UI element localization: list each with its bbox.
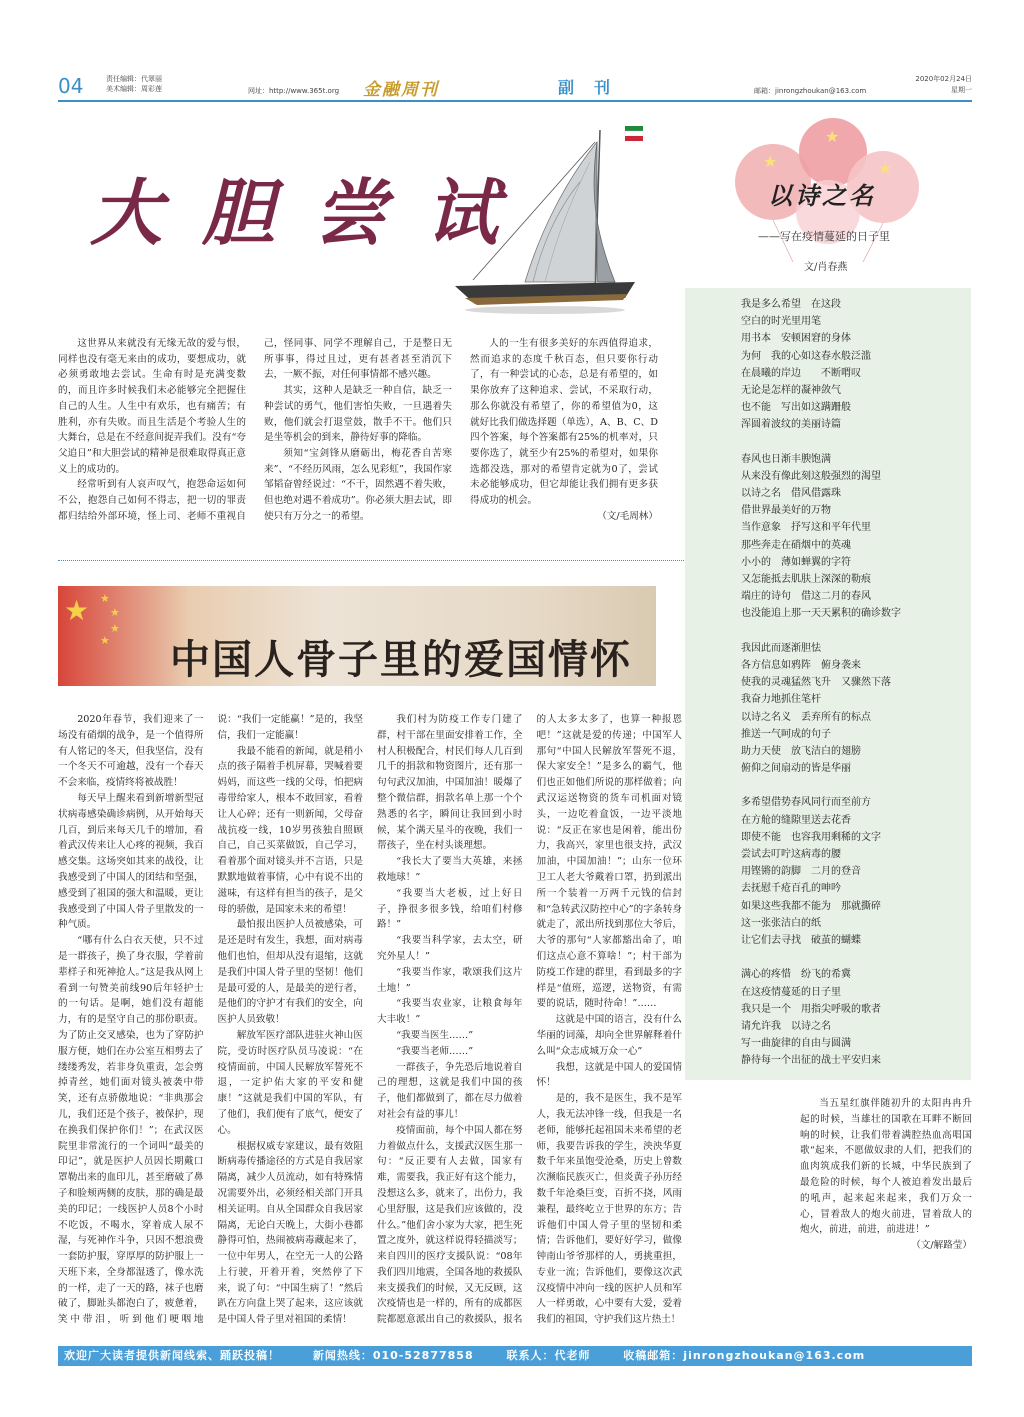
article2-paragraph: 疫情面前，每个中国人都在努力着做点什么，支援武汉医生那一句：“反正要有人去做，国家有难，需要我，我正好有这个能力，没想这么多，就来了，出份力，我心里舒服，这是我们应该做的，没什么。”他们舍小家为大家，把生死置之度外，就这样说得轻描淡写；来自四川的医疗支援队说：“08年我们四川地震，全国各地的救援队来支援我们的时候，又无反顾，这次疫情也是一样的，所有的成都医院都愿意派出自己的救援队，报名的人太多太多了，也算一种报恩吧！”这就是爱的传递；中国军人那句“中国人民解放军誓死不退，保大家安全！”是多么的霸气，他们也正如他们所说的那样做着；向武汉运送物资的货车司机面对镜头，一边吃着盒饭，一边平淡地说：“反正在家也是闲着，能出份力，我高兴，家里也很支持，武汉加油，中国加油！”；山东一位环卫工人老大爷戴着口罩，扔到派出所一个装着一万两千元钱的信封和“急转武汉防控中心”的字条转身就走了，派出所找到那位大爷后，大爷的那句“人家都豁出命了，咱们这点心意不算啥！”；村干部为防疫工作建的群里，看到最多的字样是“值班，巡逻，送物资，有需要的说话，随时待命！”…… (377, 714, 682, 1326)
footer-contact: 联系人：代老师 (506, 1349, 591, 1362)
sailboat-illustration (445, 122, 645, 322)
article1-body (58, 336, 658, 536)
poem-line: 各方信息如鸦阵 俯身袭来 (741, 659, 861, 671)
page-header (58, 72, 972, 102)
poem-line: 让它们去寻找 破茧的蝴蝶 (741, 934, 861, 946)
poem-title: 以诗之名 (768, 181, 876, 210)
header-email[interactable]: 邮箱：jinrongzhoukan@163.com (754, 87, 867, 95)
article2-paragraph: 2020年春节，我们迎来了一场没有硝烟的战争，是一个值得所有人铭记的冬天，但我坚信，没有一个冬天不可逾越，没有一个春天不会来临，疫情终将被战胜！ (58, 714, 204, 789)
article2-title: 中国人骨子里的爱国情怀 (170, 637, 632, 683)
article2-paragraph: 解放军医疗部队进驻火神山医院，受访时医疗队员马凌说：“在疫情面前，中国人民解放军誓死不退，一定护佑大家的平安和健康！”这就是我们中国的军队，有了他们，我们便有了底气，便安了心。 (217, 1029, 363, 1136)
article2-paragraph: 每天早上醒来看到新增新型冠状病毒感染确诊病例，从开始每天几百，到后来每天几千的增加，看着武汉传来让人心疼的视频，我百感交集。这场突如其来的战役，让我感受到了中国人的团结和坚强，感受到了祖国的强大和温暖，更让我感受到了中国人骨子里散发的一种气质。 (58, 792, 204, 931)
poem-line: 无论是怎样的凝神敛气 (741, 384, 841, 396)
article2-paragraph: 当五星红旗伴随初升的太阳冉冉升起的时候，当雄壮的国歌在耳畔不断回响的时候，让我们带着满腔热血高唱国歌“起来，不愿做奴隶的人们，把我们的血肉筑成我们新的长城，中华民族到了最危险的时候，每个人被迫着发出最后的吼声，起来起来起来，我们万众一心，冒着敌人的炮火前进，冒着敌人的炮火，前进，前进，前进进！” (800, 1098, 972, 1236)
poem-line: 借世界最美好的万物 (741, 505, 831, 517)
poem-line: 在晨曦的岸边 不断喟叹 (741, 367, 861, 379)
poem-line: 去抚慰千疮百孔的呻吟 (741, 883, 841, 895)
editor-line: 责任编辑：代翠丽 (106, 75, 162, 83)
poem-line: 多希望借势春风同行而至前方 (741, 797, 871, 809)
article2-paragraph: 最怕报出医护人员被感染，可是还是时有发生，我想，面对病毒他们也怕，但却从没有退缩，这就是我们中国人骨子里的坚韧！他们是最可爱的人，是最美的逆行者，是他们的守护才有我们的安全，向医护人员致敬！ (217, 919, 363, 1026)
poem-author: 文/肖春燕 (804, 262, 848, 273)
poem-line: 即使不能 也容我用剩稀的文字 (741, 831, 881, 843)
poem-line: 满心的疼惜 纷飞的希冀 (741, 969, 851, 981)
poem-line: 空白的时光里用笔 (741, 316, 821, 328)
poem-line: 那些奔走在硝烟中的英魂 (741, 539, 851, 551)
footer-slogan: 欢迎广大读者提供新闻线索、踊跃投稿！ (64, 1349, 280, 1362)
page-number: 04 (58, 74, 84, 98)
article2-paragraph: 我想，这就是中国人的爱国情怀！ (536, 1061, 682, 1089)
weekday-text: 星期一 (951, 86, 972, 94)
poem-line: 请允许我 以诗之名 (741, 1020, 831, 1032)
stanza-gap (741, 949, 966, 966)
date-text: 2020年02月24日 (915, 75, 972, 83)
svg-text:★: ★ (100, 592, 110, 605)
poem-line: 我只是一个 用指尖呼吸的歌者 (741, 1003, 881, 1015)
poem-line: 为何 我的心如这春水般泛滥 (741, 350, 871, 362)
svg-text:★: ★ (110, 606, 120, 619)
article2-paragraph: “我要当农业家，让粮食每年大丰收！” (377, 998, 523, 1026)
article2-paragraph: “我要当大老板，过上好日子，挣很多很多钱，给咱们村修路！” (377, 887, 523, 931)
poem-subtitle: ——写在疫情蔓延的日子里 (758, 230, 890, 243)
article2-paragraph: “我要当医生……” (396, 1029, 474, 1041)
footer-email[interactable]: 收稿邮箱：jinrongzhoukan@163.com (623, 1349, 866, 1362)
footer-hotline[interactable]: 新闻热线：010-52877858 (312, 1349, 474, 1362)
website-link[interactable]: 网址：http://www.365t.org (248, 87, 340, 95)
article2-paragraph: 这就是中国的语言，没有什么华丽的词藻，却向全世界解释着什么叫“众志成城万众一心” (536, 1014, 682, 1057)
poem-line: 端庄的诗句 借这二月的春风 (741, 591, 871, 603)
poem-line: 在这疫情蔓延的日子里 (741, 986, 841, 998)
stanza-gap (741, 777, 966, 794)
article2-paragraph: “我要当科学家，去太空，研究外星人！” (377, 935, 523, 962)
article2-banner (58, 586, 656, 686)
poem-line: 又怎能抵去肌肤上深深的勒痕 (741, 574, 871, 585)
art-editor-line: 美术编辑：周彩莲 (106, 85, 162, 93)
poem-line: 用铿锵的韵脚 二月的登音 (741, 866, 861, 878)
editor-credits (106, 74, 162, 94)
svg-text:★: ★ (64, 594, 90, 627)
poem-line: 也没能追上那一天天累积的确诊数字 (741, 608, 901, 620)
svg-text:★: ★ (878, 159, 893, 178)
poem-line: 推送一气呵成的句子 (741, 728, 831, 740)
poem-line: 使我的灵魂猛然飞升 又骤然下落 (741, 677, 891, 689)
article2-signature: （文/解路莹） (911, 1240, 972, 1252)
svg-text:★: ★ (763, 152, 778, 171)
article2-paragraph: 我最不能看的新闻，就是稍小点的孩子隔着手机屏幕，哭喊着要妈妈，而这些一线的父母，怕把病毒带给家人，根本不敢回家，看着让人心碎；还有一则新闻，父母奋战抗疫一线，10岁男孩独自照顾自己，自己买菜做饭，自己学习，看着那个面对镜头并不言语，只是默默地做着事情，心中有说不出的滋味，有这样有担当的孩子，是父母的骄傲，是国家未来的希望！ (217, 745, 363, 915)
article2-conclusion (800, 1096, 972, 1254)
stanza-gap (741, 434, 966, 451)
svg-text:★: ★ (110, 622, 120, 635)
article2-paragraph: 根据权威专家建议，最有效阻断病毒传播途径的方式是自我居家隔离，减少人员流动，如有特殊情况需要外出，必须经相关部门开具相关证明。自从全国群众自我居家隔离，无论白天晚上，大街小巷都静得可怕，热闹被病毒藏起来了，一位中年男人，在空无一人的公路上行驶，开着开着，突然停了下来，说了句：“中国生病了！”然后趴在方向盘上哭了起来，这应该就是中国人骨子里对祖国的柔情！ (217, 1140, 363, 1326)
section-divider (58, 560, 684, 561)
article1-paragraph: 人的一生有很多美好的东西值得追求，然而追求的态度千秋百态，但只要你行动了，有一种尝试的心态，总是有希望的，如果你放弃了这种追求、尝试，不采取行动，那么你就没有希望了，你的希望值为0，这就好比我们做选择题（单选），A、B、C、D四个答案，每个答案都有25%的机率对，只要你选了，就至少有25%的希望对，如果你选都没选，那对的希望肯定就为0了，尝试未必能够成功，但它却能让我们拥有更多获得成功的机会。 (470, 338, 658, 507)
article1-signature: （文/毛周林） (597, 510, 658, 522)
poem-line: 写一曲旋律的自由与圆满 (741, 1038, 851, 1050)
article2-paragraph: “我要当老师……” (396, 1045, 474, 1057)
poem-line: 这一张张洁白的纸 (741, 917, 821, 929)
poem-line: 在方舱的缝隙里送去花香 (741, 814, 851, 826)
poem-line: 用书本 安顿困窘的身体 (741, 333, 851, 345)
poem-line: 当作意象 抒写这和平年代里 (741, 522, 871, 534)
poem-line: 助力天使 放飞洁白的翅膀 (741, 745, 861, 757)
poem-line: 浑圆着波纹的美丽诗篇 (741, 419, 841, 431)
svg-text:★: ★ (825, 127, 840, 146)
article2-body (58, 712, 682, 1332)
article2-paragraph: 是的，我不是医生，我不是军人，我无法冲锋一线，但我是一名老师，能够托起祖国未来希望的老师，我要告诉我的学生，泱泱华夏数千年来虽饱受沧桑，历史上曾数次濒临民族灭亡，但炎黄子孙历经数千年沧桑巨变，百折不挠，风雨兼程，最终屹立于世界的东方；告诉他们中国人骨子里的坚韧和柔情；告诉他们，要好好学习，做像钟南山爷爷那样的人，勇挑重担，专业一流；告诉他们，要像这次武汉疫情中冲向一线的医护人员和军人一样勇敢，心中要有大爱，爱着我们的祖国，守护我们这片热土！ (536, 1093, 682, 1326)
article2-paragraph: 我们村为防疫工作专门建了群，村干部在里面安排着工作，全村人积极配合，村民们每人几百到几千的捐款和物资图片，还有那一句句武汉加油，中国加油！暖爆了整个微信群，捐款名单上那一个个熟悉的名字，瞬间让我回到小时候，某个满天星斗的夜晚，我们一帮孩子，坐在村头谈理想。 (377, 714, 523, 852)
poem-line: 如果这些我都不能为 那就撕碎 (741, 900, 881, 912)
poem-line: 俯仰之间扇动的皆是华丽 (741, 763, 851, 775)
article1-paragraph: 经常听到有人哀声叹气，抱怨命运如何不公，抱怨自己如何不得志，把一切的罪责都归结给外部环境，怪上司、老师不重视自己，怪同事、同学不理解自己，于是整日无所事事，得过且过，更有甚者甚至消沉下去，一厥不振，对任何事情都不感兴趣。 (58, 338, 452, 522)
masthead-logo: 金融周刊 (363, 80, 439, 100)
article1-title: 大胆尝试 (90, 170, 539, 255)
poem-line: 也不能 写出如这蹒跚般 (741, 402, 851, 414)
article1-paragraph: 须知“宝剑锋从磨砺出，梅花香自苦寒来”、“不经历风雨，怎么见彩虹”，我国作家邹韬奋曾经说过：“不干，固然遇不着失败，但也绝对遇不着成功”。你必须大胆去试，即使只有万分之一的希望。 (264, 447, 452, 522)
poem-line: 我是多么希望 在这段 (741, 299, 841, 310)
flag-stars-icon (58, 586, 148, 686)
article2-paragraph: “我要当作家，歌颂我们这片土地！” (377, 966, 523, 994)
poem-line: 以诗之名 借风借露珠 (741, 488, 841, 500)
page-footer (58, 1346, 972, 1366)
article1-paragraph: 其实，这种人是缺乏一种自信，缺乏一种尝试的勇气，他们害怕失败，一旦遇着失败，他们就会打退堂鼓，散手不干。他们只是坐等机会的到来，静待好事的降临。 (264, 385, 452, 444)
poem-line: 以诗之名义 丢弃所有的标点 (741, 711, 871, 723)
poem-line: 春风也日渐丰腴饱满 (741, 453, 831, 465)
poem-line: 静待每一个出征的战士平安归来 (741, 1055, 881, 1067)
article2-paragraph: “哪有什么白衣天使，只不过是一群孩子，换了身衣服，学着前辈样子和死神抢人。”这是我从网上看到一句赞美前线90后年轻护士的一句话。是啊，她们没有超能力，有的是坚守自己的那份职责。为了防止交叉感染，也为了穿防护服方便，她们在办公室互相剪去了缕缕秀发，若非身负重责，怎会剪掉青丝，她们面对镜头被袭中带笑，还有点骄傲地说：“非典那会儿，我们还是个孩子，被保护，现在换我们保护你们！”；在武汉医院里非常流行的一个词叫“最美的印记”，就是医护人员因长期戴口罩勒出来的血印儿，甚至磨破了鼻子和脸颊两侧的皮肤，那的确是最美的印记；一线医护人员8个小时不吃饭，不喝水，穿着成人尿不湿，与死神作斗争，只因不想浪费一套防护服，穿厚厚的防护服上一天班下来，全身都湿透了，像水洗的一样，走了一天的路，袜子也磨破了，脚趾头都泡白了，疲惫着，笑中带泪，听到他们哽咽地说：“我们一定能赢！”是的，我坚信，我们一定能赢！ (58, 714, 363, 1326)
svg-text:★: ★ (100, 634, 110, 647)
article2-paragraph: 一群孩子，争先恐后地说着自己的理想，这就是我们中国的孩子，他们都做到了，都在尽力做着对社会有益的事儿！ (377, 1061, 523, 1120)
poem-line: 我奋力地抓住笔杆 (741, 694, 821, 706)
stanza-gap (741, 623, 966, 640)
poem-line: 从来没有像此刻这般强烈的渴望 (741, 470, 881, 482)
poem-line: 我因此而逐渐胆怯 (741, 642, 821, 654)
article1-paragraph: 这世界从来就没有无缘无故的爱与恨，同样也没有毫无来由的成功，要想成功，就必须勇敢地去尝试。生命有时是充满变数的，而且许多时候我们未必能够完全把握住自己的人生。人生中有欢乐，也有痛苦；有胜利，亦有失败。而且生活是个考验人生的大舞台，总是在不经意间捉弄我们。没有“夸父追日”和大胆尝试的精神是很难取得真正意义上的成功的。 (58, 338, 246, 475)
poem-line: 小小的 薄如蝉翼的字符 (741, 556, 851, 568)
article2-paragraph: “我长大了要当大英雄，来拯救地球！” (377, 856, 523, 883)
issue-date (915, 74, 972, 96)
poem-body (741, 296, 966, 1069)
section-name: 副刊 (558, 78, 631, 97)
poem-line: 尝试去叮咛这病毒的腰 (741, 849, 841, 860)
